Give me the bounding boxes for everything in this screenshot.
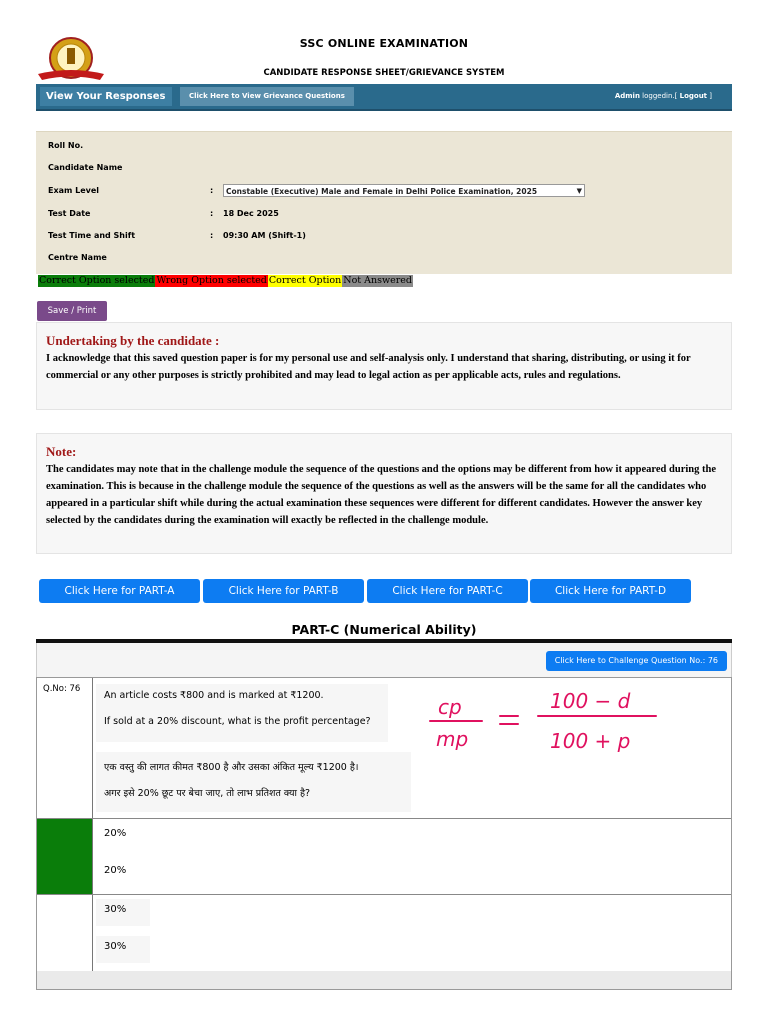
option-2-english: 30% [104, 904, 127, 915]
exam-level-select[interactable] [223, 184, 585, 197]
exam-level-label: Exam Level [48, 186, 100, 195]
view-responses-tab[interactable]: View Your Responses [40, 87, 172, 106]
chevron-down-icon: ▼ [576, 187, 582, 195]
undertaking-card [36, 322, 732, 410]
handwritten-annotation [390, 680, 670, 760]
answer-legend [38, 275, 413, 287]
test-date-value: 18 Dec 2025 [223, 209, 279, 218]
admin-label: Admin [614, 92, 640, 100]
colon: : [210, 231, 214, 240]
handwritten-mp: mp [436, 727, 469, 751]
section-title: PART-C (Numerical Ability) [291, 622, 477, 637]
option-2-hindi: 30% [104, 941, 127, 952]
row-divider [37, 894, 731, 895]
page-title: SSC ONLINE EXAMINATION [299, 37, 469, 50]
colon: : [210, 209, 214, 218]
test-date-label: Test Date [48, 209, 91, 218]
part-a-button[interactable]: Click Here for PART-A [39, 579, 200, 603]
note-text: The candidates may note that in the challenge module the sequence of the questions and the options may be different from how it appeared during the examination. This is because in the challenge module the sequence of the questions as well as the answers will be the same for all the candidates who appeared in a particular shift while during the actual examination these sequences were different for different candidates. However the answer key selected by the candidates during the examination will exactly be reflected in the challenge module. [46, 464, 716, 526]
test-time-value: 09:30 AM (Shift-1) [223, 231, 306, 240]
column-divider [92, 678, 93, 971]
page-subtitle: CANDIDATE RESPONSE SHEET/GRIEVANCE SYSTEM [263, 68, 505, 78]
note-title: Note: [46, 444, 77, 459]
test-time-label: Test Time and Shift [48, 231, 136, 240]
loggedin-text: loggedin.[ [642, 92, 678, 100]
part-b-button[interactable]: Click Here for PART-B [203, 579, 364, 603]
legend-correct-option: Correct Option [268, 275, 342, 286]
admin-status [615, 84, 712, 109]
top-nav-bar [36, 84, 732, 111]
challenge-bar [36, 643, 732, 677]
handwritten-100-plus-p: 100 + p [550, 729, 631, 753]
logout-link[interactable]: Logout [679, 92, 708, 100]
candidate-name-label: Candidate Name [48, 163, 123, 172]
part-d-button[interactable]: Click Here for PART-D [530, 579, 691, 603]
handwritten-100-minus-d: 100 − d [550, 689, 631, 713]
close-bracket: ] [709, 92, 712, 100]
exam-level-value: Constable (Executive) Male and Female in Delhi Police Examination, 2025 [226, 187, 538, 196]
correct-selected-indicator [37, 819, 92, 894]
question-english-line2: If sold at a 20% discount, what is the profit percentage? [104, 716, 371, 727]
note-card [36, 433, 732, 554]
undertaking-text: I acknowledge that this saved question paper is for my personal use and self-analysis only. I understand that sharing, distributing, or using it for commercial or any other purposes is strictly prohibited and may lead to legal action as per applicable acts, rules and regulations. [46, 353, 691, 381]
question-english-line1: An article costs ₹800 and is marked at ₹1200. [104, 690, 324, 701]
centre-name-label: Centre Name [48, 253, 107, 262]
legend-wrong-selected: Wrong Option selected [156, 275, 267, 286]
row-divider [37, 818, 731, 819]
save-print-button[interactable]: Save / Print [37, 301, 107, 321]
part-c-button[interactable]: Click Here for PART-C [367, 579, 528, 603]
challenge-question-button[interactable]: Click Here to Challenge Question No.: 76 [546, 651, 727, 671]
legend-correct-selected: Correct Option selected [39, 275, 155, 286]
handwritten-cp: cp [438, 695, 462, 719]
question-number: Q.No: 76 [43, 684, 81, 694]
question-hindi-line2: अगर इसे 20% छूट पर बेचा जाए, तो लाभ प्रतिशत क्या है? [104, 788, 311, 799]
grievance-questions-link[interactable]: Click Here to View Grievance Questions [180, 87, 354, 106]
roll-no-label: Roll No. [48, 141, 84, 150]
question-hindi-line1: एक वस्तु की लागत कीमत ₹800 है और उसका अंकित मूल्य ₹1200 है। [104, 762, 359, 773]
table-footer [37, 971, 731, 989]
candidate-info-panel [36, 131, 732, 274]
option-1-english: 20% [104, 828, 127, 839]
legend-not-answered: Not Answered [343, 275, 412, 286]
undertaking-title: Undertaking by the candidate : [46, 333, 220, 348]
colon: : [210, 186, 214, 195]
option-1-hindi: 20% [104, 865, 127, 876]
